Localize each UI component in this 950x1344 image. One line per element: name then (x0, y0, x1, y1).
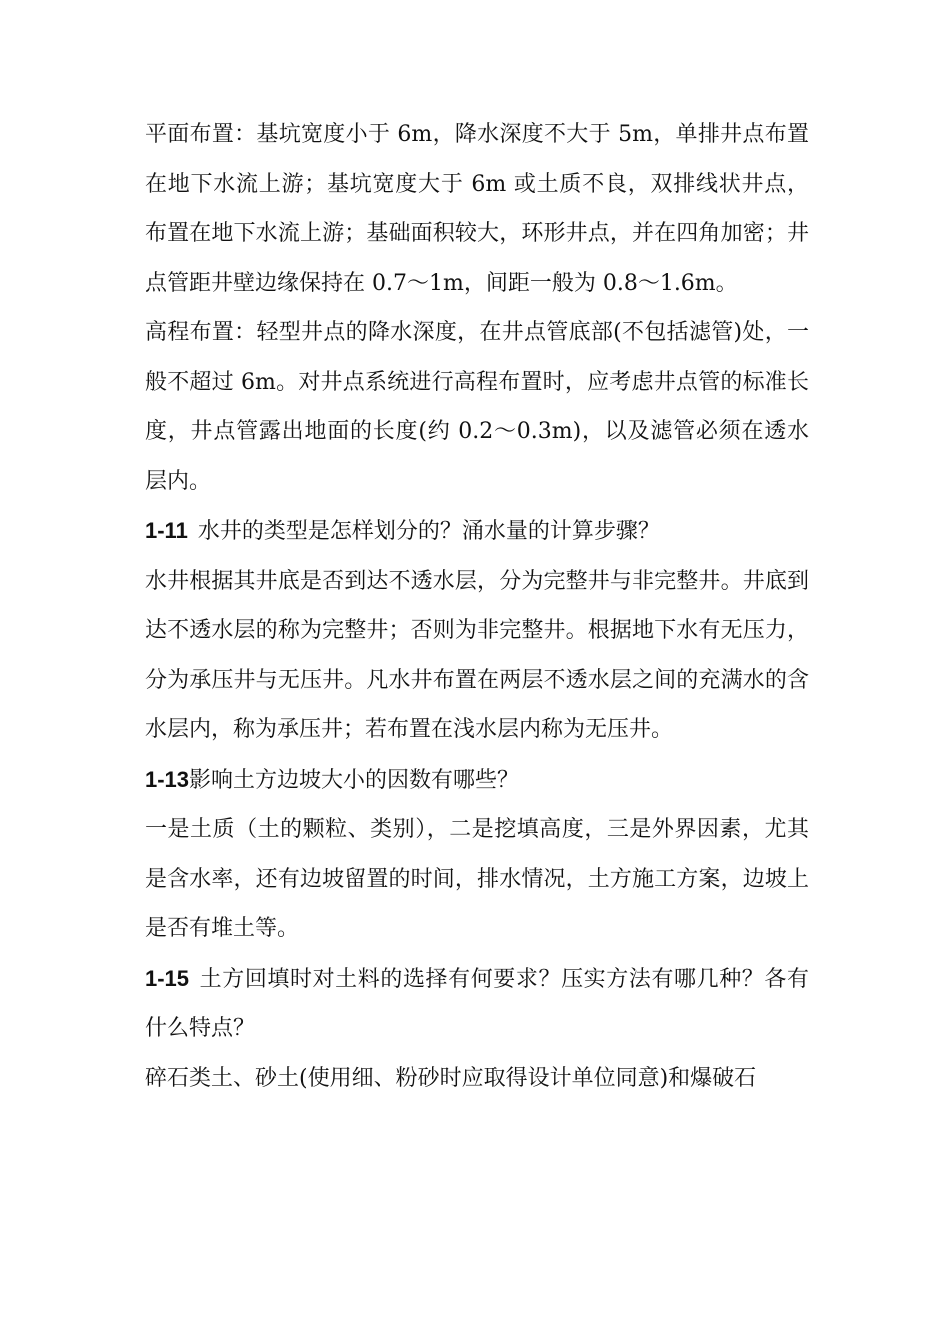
paragraph-plan-layout (145, 110, 809, 308)
answer-paragraph-1-13 (145, 805, 809, 954)
question-number: 1-11 (145, 518, 188, 543)
paragraph-text: 水井根据其井底是否到达不透水层，分为完整井与非完整井。井底到达不透水层的称为完整井；否则为非完整井。根据地下水有无压力，分为承压井与无压井。凡水井布置在两层不透水层之间的充满水的含水层内，称为承压井；若布置在浅水层内称为无压井。 (145, 568, 809, 742)
answer-paragraph-1-11 (145, 557, 809, 755)
paragraph-text: 碎石类土、砂土(使用细、粉砂时应取得设计单位同意)和爆破石 (145, 1065, 757, 1091)
question-number: 1-13 (145, 766, 190, 792)
answer-paragraph-1-15 (145, 1054, 809, 1104)
question-text: 影响土方边坡大小的因数有哪些？ (189, 767, 520, 793)
paragraph-elevation-layout (145, 308, 809, 506)
paragraph-text: 平面布置：基坑宽度小于 6m，降水深度不大于 5m，单排井点布置在地下水流上游；基坑宽度大于 6m 或土质不良，双排线状井点，布置在地下水流上游；基础面积较大，环形井点，并在四角加密；井点管距井壁边缘保持在 0.7～1m，间距一般为 0.8～1.6m。 (145, 122, 809, 296)
question-heading-1-11 (145, 506, 809, 557)
question-heading-1-15 (145, 954, 809, 1054)
question-heading-1-13 (145, 755, 809, 806)
paragraph-text: 一是土质（土的颗粒、类别），二是挖填高度，三是外界因素，尤其是含水率，还有边坡留置的时间，排水情况，土方施工方案，边坡上是否有堆土等。 (145, 817, 809, 941)
question-text: 土方回填时对土料的选择有何要求？压实方法有哪几种？各有什么特点？ (145, 966, 809, 1041)
question-text: 水井的类型是怎样划分的？涌水量的计算步骤？ (197, 519, 660, 544)
paragraph-text: 高程布置：轻型井点的降水深度，在井点管底部(不包括滤管)处，一般不超过 6m。对井点系统进行高程布置时，应考虑井点管的标准长度，井点管露出地面的长度(约 0.2～0.3m)，以及滤管必须在透水层内。 (145, 320, 809, 494)
question-number: 1-15 (145, 965, 190, 991)
document-page (145, 110, 809, 1103)
